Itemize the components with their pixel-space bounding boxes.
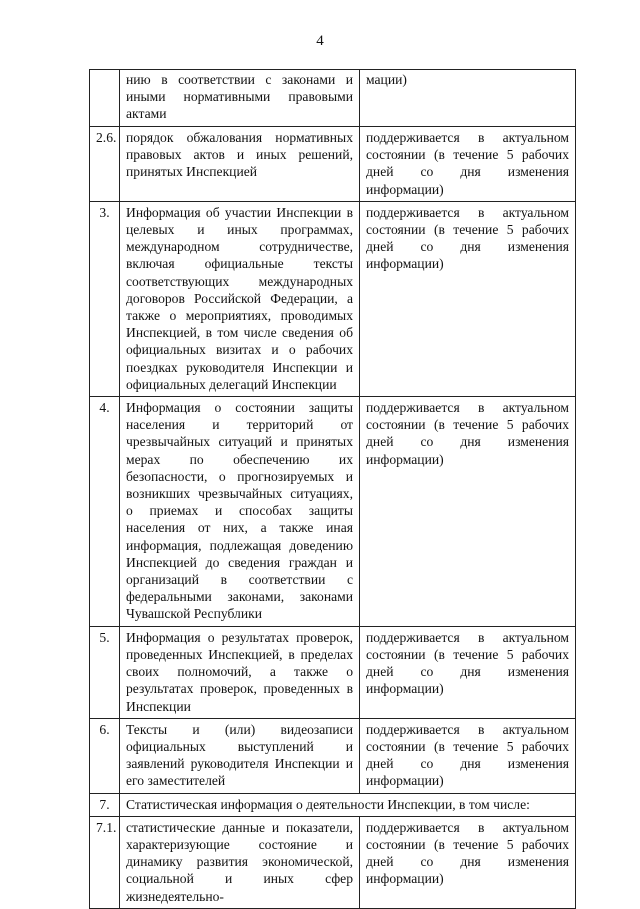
row-number: 6.	[90, 718, 120, 793]
row-description: Информация об участии Инспекции в целевых и иных программах, международном сотрудничестве, включая официальные тексты соответствующих международных договоров Российской Федерации, а также о мероприятиях, проводимых Инспекцией, в том числе сведения об официальных визитах и о рабочих поездках руководителя Инспекции и официальных делегаций Инспекции	[120, 201, 360, 396]
row-update-period: поддерживается в актуальном состоянии (в течение 5 рабочих дней со дня изменения информации)	[360, 201, 576, 396]
row-update-period: поддерживается в актуальном состоянии (в течение 5 рабочих дней со дня изменения информации)	[360, 626, 576, 718]
table-row	[90, 201, 576, 396]
table-row	[90, 626, 576, 718]
table-row	[90, 127, 576, 202]
row-number: 7.1.	[90, 816, 120, 908]
row-number: 4.	[90, 397, 120, 627]
row-update-period: поддерживается в актуальном состоянии (в течение 5 рабочих дней со дня изменения информации)	[360, 816, 576, 908]
section-row	[90, 793, 576, 816]
row-description: Тексты и (или) видеозаписи официальных выступлений и заявлений руководителя Инспекции и его заместителей	[120, 718, 360, 793]
row-description: Информация о состоянии защиты населения и территорий от чрезвычайных ситуаций и принятых мерах по обеспечению их безопасности, о прогнозируемых и возникших чрезвычайных ситуациях, о приемах и способах защиты населения от них, а также иная информация, подлежащая доведению Инспекцией до сведения граждан и организаций в соответствии с федеральными законами, законами Чувашской Республики	[120, 397, 360, 627]
table-row	[90, 70, 576, 127]
row-description: Информация о результатах проверок, проведенных Инспекцией, в пределах своих полномочий, а также о результатах проверок, проведенных в Инспекции	[120, 626, 360, 718]
row-description: порядок обжалования нормативных правовых актов и иных решений, принятых Инспекцией	[120, 127, 360, 202]
row-number: 7.	[90, 793, 120, 816]
table-row	[90, 816, 576, 908]
row-description: статистические данные и показатели, характеризующие состояние и динамику развития экономической, социальной и иных сфер жизнедеятельно-	[120, 816, 360, 908]
row-update-period: мации)	[360, 70, 576, 127]
row-update-period: поддерживается в актуальном состоянии (в течение 5 рабочих дней со дня изменения информации)	[360, 127, 576, 202]
row-number: 3.	[90, 201, 120, 396]
page-number: 4	[316, 33, 324, 49]
row-number: 5.	[90, 626, 120, 718]
row-description: нию в соответствии с законами и иными нормативными правовыми актами	[120, 70, 360, 127]
row-update-period: поддерживается в актуальном состоянии (в течение 5 рабочих дней со дня изменения информации)	[360, 397, 576, 627]
row-update-period: поддерживается в актуальном состоянии (в течение 5 рабочих дней со дня изменения информации)	[360, 718, 576, 793]
info-table	[89, 69, 576, 909]
row-number: 2.6.	[90, 127, 120, 202]
section-heading: Статистическая информация о деятельности Инспекции, в том числе:	[120, 793, 576, 816]
table-row	[90, 718, 576, 793]
table-row	[90, 397, 576, 627]
row-number	[90, 70, 120, 127]
